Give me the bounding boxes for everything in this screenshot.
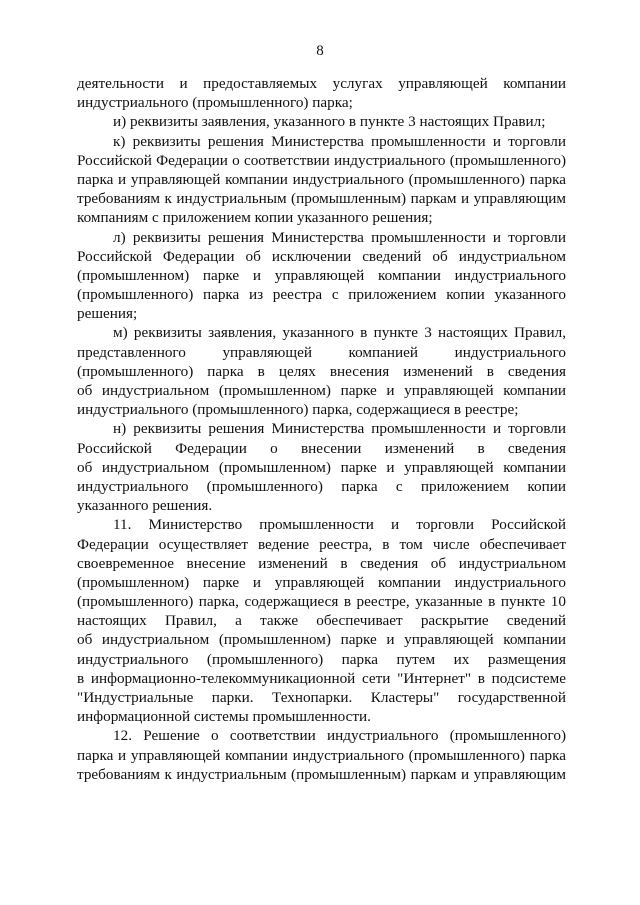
paragraph [77, 112, 566, 131]
paragraph-line: 12. Решение о соответствии индустриального (промышленного) [113, 727, 566, 745]
paragraph-line: об индустриальном (промышленном) парке и управляющей компании [77, 458, 566, 476]
paragraph-line: м) реквизиты заявления, указанного в пункте 3 настоящих Правил, [113, 324, 566, 342]
paragraph-line: в информационно-телекоммуникационной сети "Интернет" в подсистеме [77, 669, 566, 687]
paragraph-line: Российской Федерации об исключении сведений об индустриальном [77, 247, 566, 265]
paragraph-line: к) реквизиты решения Министерства промышленности и торговли [113, 132, 566, 150]
paragraph-line: н) реквизиты решения Министерства промышленности и торговли [113, 420, 566, 438]
document-body [77, 74, 566, 784]
paragraph [77, 419, 566, 515]
paragraph-line: решения; [77, 305, 138, 323]
paragraph-line: парка и управляющей компании индустриального (промышленного) парка [77, 170, 566, 188]
paragraph-line: деятельности и предоставляемых услугах управляющей компании [77, 75, 566, 92]
paragraph-line: представленного управляющей компанией индустриального [77, 343, 566, 361]
paragraph [77, 726, 566, 784]
paragraph-line: (промышленном) парке и управляющей компании индустриального [77, 573, 566, 591]
paragraph [77, 132, 566, 228]
paragraph-line: требованиям к индустриальным (промышленным) паркам и управляющим [77, 190, 566, 208]
paragraph-line: л) реквизиты решения Министерства промышленности и торговли [113, 228, 566, 246]
paragraph [77, 228, 566, 324]
paragraph-line: Российской Федерации о соответствии индустриального (промышленного) [77, 151, 566, 169]
paragraph [77, 515, 566, 726]
paragraph-line: компаниям с приложением копии указанного решения; [77, 209, 433, 227]
paragraph-line: и) реквизиты заявления, указанного в пункте 3 настоящих Правил; [113, 113, 546, 131]
paragraph-line: Федерации осуществляет ведение реестра, в том числе обеспечивает [77, 535, 566, 553]
paragraph-line: требованиям к индустриальным (промышленным) паркам и управляющим [77, 765, 566, 783]
paragraph-line: индустриального (промышленного) парка путем их размещения [77, 650, 566, 668]
paragraph-line: (промышленном) парке и управляющей компании индустриального [77, 266, 566, 284]
paragraph-line: (промышленного) парка из реестра с приложением копии указанного [77, 286, 566, 304]
paragraph [77, 323, 566, 419]
paragraph-line: об индустриальном (промышленном) парке и управляющей компании [77, 631, 566, 649]
paragraph-line: (промышленного) парка в целях внесения изменений в сведения [77, 362, 566, 380]
paragraph-line: 11. Министерство промышленности и торговли Российской [113, 516, 566, 534]
page-number: 8 [316, 43, 324, 59]
paragraph-line: парка и управляющей компании индустриального (промышленного) парка [77, 746, 566, 764]
paragraph-line: об индустриальном (промышленном) парке и управляющей компании [77, 382, 566, 399]
paragraph-line: (промышленного) парка, содержащиеся в реестре, указанные в пункте 10 [77, 593, 566, 611]
paragraph [77, 74, 566, 112]
paragraph-line: индустриального (промышленного) парка; [77, 94, 353, 112]
paragraph-line: своевременное внесение изменений в сведения об индустриальном [77, 554, 566, 572]
paragraph-line: указанного решения. [77, 497, 213, 515]
paragraph-line: Российской Федерации о внесении изменений в сведения [77, 439, 566, 457]
paragraph-line: индустриального (промышленного) парка, содержащиеся в реестре; [77, 401, 519, 419]
paragraph-line: настоящих Правил, а также обеспечивает раскрытие сведений [77, 612, 566, 630]
paragraph-line: информационной системы промышленности. [77, 708, 371, 726]
paragraph-line: индустриального (промышленного) парка с приложением копии [77, 477, 566, 495]
paragraph-line: "Индустриальные парки. Технопарки. Кластеры" государственной [77, 689, 566, 706]
